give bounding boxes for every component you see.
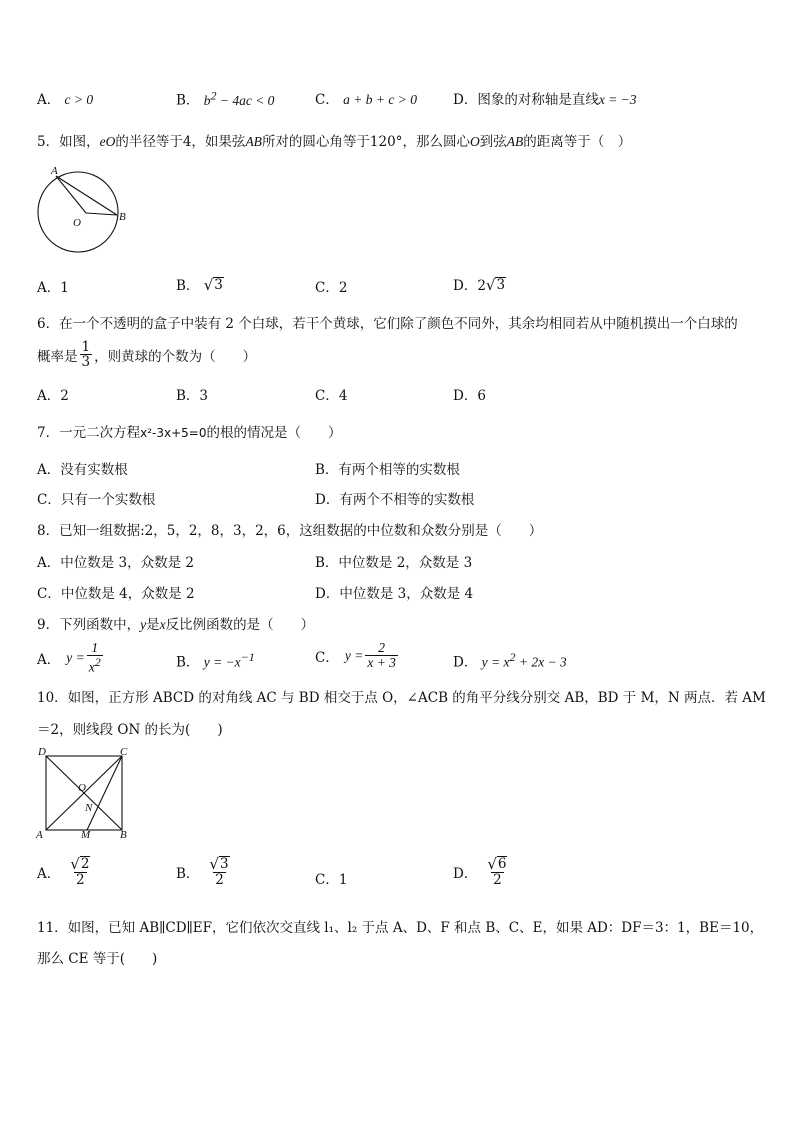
option-label: D． [453,92,478,108]
variable-x: x [159,617,166,632]
option-value: 1 [60,280,69,296]
option-lhs: y = −x [203,654,241,670]
stem-part: 5．如图， [37,134,100,150]
circle-symbol: e [99,134,106,149]
stem-part: 的距离等于（ ） [523,134,632,150]
option-label: C． [315,649,339,666]
sqrt-symbol: √ [70,854,80,873]
q8-stem: 8．已知一组数据:2，5，2，8，3，2，6，这组数据的中位数和众数分别是（ ） [37,523,543,539]
option-label: C． [315,92,339,108]
denominator: x + 3 [367,655,396,671]
q6-stem-line2 [37,340,256,369]
q10-option-c [315,868,347,888]
stem-part: O [469,134,480,149]
sqrt-symbol: √ [487,854,497,873]
q11-stem-line2: 那么 CE 等于( ) [37,951,158,967]
q6-option-a: A．2 [37,388,69,404]
label-m: M [81,829,91,841]
q9-option-d [453,650,567,671]
label-d: D [38,746,46,758]
q9-option-c [315,641,400,670]
label-n: N [85,802,93,814]
option-sup: 2 [509,650,516,664]
q6-stem-line1: 6．在一个不透明的盒子中装有 2 个白球，若干个黄球，它们除了颜色不同外，其余均相同若从中随机摸出一个白球的 [37,316,738,332]
q10-stem-line1: 10．如图，正方形 ABCD 的对角线 AC 与 BD 相交于点 O，∠ACB 的角平分线分别交 AB，BD 于 M，N 两点．若 AM [37,690,766,706]
q7-option-d: D．有两个不相等的实数根 [315,492,475,508]
stem-part: 所对的圆心角等于120°，那么圆心 [261,134,470,150]
sqrt-expr [209,856,229,872]
sqrt-symbol: √ [209,854,219,873]
stem-part: ，则黄球的个数为（ ） [94,348,257,365]
radius-ob [86,213,117,215]
q9-stem [37,613,314,633]
q10-option-b [176,856,234,887]
q6-option-b: B．3 [176,388,209,404]
q5-option-d [453,274,506,294]
radicand: 2 [80,856,90,872]
den-sup: 2 [94,655,101,670]
q7-option-a: A．没有实数根 [37,462,128,478]
denominator: 2 [215,872,224,889]
stem-part: 到弦 [479,134,507,150]
fraction [485,856,509,887]
option-value: 2 [338,280,348,296]
option-label: B． [176,865,200,882]
numerator [485,856,509,872]
stem-part: AB [506,134,524,149]
option-label: C． [315,872,339,888]
stem-part: 的半径等于4，如果弦 [115,134,246,150]
variable-y: y [140,617,147,632]
numerator: 2 [378,640,385,655]
label-b: B [119,211,126,223]
q10-stem-line2: ＝2，则线段 ON 的长为( ) [37,722,223,738]
stem-part: 的根的情况是（ ） [206,425,342,441]
q10-option-a [37,856,94,887]
label-o: O [78,782,86,794]
radicand: 6 [497,856,507,872]
denominator: 3 [81,354,91,371]
option-label: B． [176,654,200,671]
q8-option-c: C．中位数是 4，众数是 2 [37,586,195,602]
q6-option-c: C．4 [315,388,348,404]
sqrt-expr [70,856,90,872]
option-lhs: y = x [481,654,510,670]
label-c: C [120,746,128,758]
circle-outline [38,172,118,252]
fraction [365,641,398,670]
label-a: A [36,829,43,841]
option-value: 1 [338,872,348,888]
q8-option-d: D．中位数是 3，众数是 4 [315,586,474,602]
option-label: D． [453,865,478,882]
radicand: 3 [496,277,506,294]
equation: x²-3x+5=0 [140,426,207,440]
q8-option-b: B．中位数是 2，众数是 3 [315,555,473,571]
q7-option-c: C．只有一个实数根 [37,492,156,508]
denominator [87,655,103,675]
option-expr: a + b + c > 0 [343,92,417,107]
radicand: 3 [219,856,229,872]
coefficient: 2 [477,278,486,294]
q8-option-a: A．中位数是 3，众数是 2 [37,555,195,571]
option-label: D． [453,278,478,294]
q5-option-a [37,276,69,296]
option-label: B． [176,278,200,294]
q4-option-d [453,88,637,108]
q11-stem-line1: 11．如图，已知 AB∥CD∥EF，它们依次交直线 l₁、l₂ 于点 A、D、F 和点 B、C、E，如果 AD：DF＝3：1，BE＝10， [37,920,764,936]
sqrt-symbol: √ [485,276,496,294]
fraction [207,856,231,887]
numerator [68,856,92,872]
stem-part: 9．下列函数中， [37,617,141,633]
stem-part: O [105,134,116,149]
option-label: C． [315,280,339,296]
radius-oa [56,176,86,213]
stem-part: 7．一元二次方程 [37,425,141,441]
den-base: x [88,659,95,675]
q5-circle-figure [30,160,140,260]
numerator: 1 [91,640,99,655]
option-label: A． [37,651,61,668]
q7-option-b: B．有两个相等的实数根 [315,462,460,478]
stem-part: 概率是 [37,348,78,365]
sqrt-expr [487,856,507,872]
radicand: 3 [214,277,223,294]
label-a: A [51,165,58,177]
option-sup: −1 [240,650,255,664]
expr-part: − 4ac < 0 [216,92,275,108]
option-label: A． [37,92,61,108]
stem-part: 反比例函数的是（ ） [165,617,315,633]
expr-sup: 2 [210,88,217,102]
q5-option-b [176,274,224,294]
label-o: O [73,217,81,229]
denominator: 2 [493,872,502,889]
q4-option-c [315,88,417,108]
q5-stem [37,130,631,150]
q9-option-a [37,641,105,675]
q10-option-d [453,856,511,887]
denominator: 2 [76,872,85,889]
option-expr: c > 0 [64,92,94,107]
option-lhs: y = [344,647,364,663]
q5-option-c [315,276,347,296]
fraction [87,641,103,675]
q10-square-figure [34,744,134,842]
bisector-cm [87,756,122,830]
numerator [207,856,231,872]
q6-option-d: D．6 [453,388,486,404]
q7-stem [37,421,341,441]
expr-part: b [203,92,211,108]
fraction [68,856,92,887]
option-label: D． [453,654,478,671]
option-rest: + 2x − 3 [515,654,567,670]
q9-option-b [176,650,255,671]
option-label: A． [37,865,61,882]
stem-part: AB [245,134,262,149]
sqrt-symbol: √ [203,276,214,294]
sqrt-expr [204,277,224,293]
option-expr [203,88,275,108]
fraction [80,340,93,369]
option-text: 图象的对称轴是直线 [477,92,599,108]
option-label: B． [176,92,200,109]
stem-part: 是 [146,617,160,633]
q4-option-b [176,88,274,109]
q4-option-a [37,88,93,108]
label-b: B [120,829,127,841]
sqrt-expr [486,277,506,293]
option-expr: x = −3 [598,92,637,107]
numerator: 1 [81,339,91,355]
chord-ab [56,176,117,215]
option-label: A． [37,280,61,296]
option-lhs: y = [66,649,85,665]
